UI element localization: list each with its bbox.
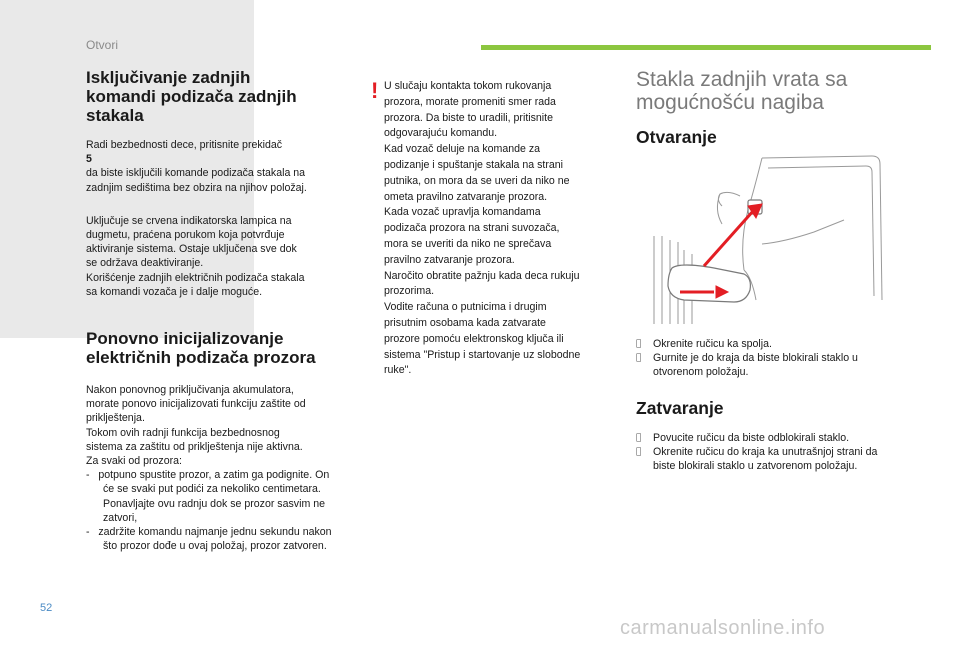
bullet-icon — [636, 351, 641, 365]
dash-item: - potpuno spustite prozor, a zatim ga podignite. On će se svaki put podići za nekoliko centimetara. Ponavljajte ovu radnju dok se prozor sasvim ne zatvori, — [86, 469, 330, 524]
section-title-reinitialize: Ponovno inicijalizovanje električnih podizača prozora — [86, 329, 316, 368]
subsection-title-opening: Otvaranje — [636, 127, 717, 147]
bullet-icon — [636, 431, 641, 445]
list-item: Okrenite ručicu ka spolja. — [636, 337, 900, 351]
opening-steps-list — [636, 337, 900, 380]
closing-steps-list — [636, 431, 900, 474]
paragraph-indicator: Uključuje se crvena indikatorska lampica na dugmetu, praćena porukom koja potvrđuje aktiviranje sistema. Ostaje uključena sve dok se održava deaktiviranje. Korišćenje zadnjih električnih podizača stakala sa komandi vozača je i dalje moguće. — [86, 214, 305, 298]
header-accent-bar — [481, 45, 931, 50]
section-header: Otvori — [86, 38, 119, 52]
page-number: 52 — [40, 602, 53, 614]
bullet-icon — [636, 445, 641, 459]
list-item: Gurnite je do kraja da biste blokirali staklo u otvorenom položaju. — [636, 351, 900, 379]
dash-item: - zadržite komandu najmanje jednu sekundu nakon što prozor dođe u ovaj položaj, prozor zatvoren. — [86, 526, 332, 553]
warning-text: U slučaju kontakta tokom rukovanja prozora, morate promeniti smer rada prozora. Da biste to uradili, pritisnite odgovarajuću komandu. Kad vozač deluje na komande za podizanje i spuštanje stakala na strani putnika, on mora da se uveri da niko ne ometa pravilno zatvaranje prozora. Kada vozač upravlja komandama podizača prozora na strani suvozača, mora se uveriti da niko ne sprečava pravilno zatvaranje prozora. Naročito obratite pažnju kada deca rukuju prozorima. Vodite računa o putnicima i drugim prisutnim osobama kada zatvarate prozore pomoću elektronskog ključa ili sistema "Pristup i startovanje uz slobodne ruke". — [384, 80, 581, 377]
subsection-title-closing: Zatvaranje — [636, 397, 724, 418]
column-left — [86, 68, 342, 553]
window-latch-illustration — [644, 150, 896, 324]
list-item: Okrenite ručicu do kraja ka unutrašnjoj strani da biste blokirali staklo u zatvorenom položaju. — [636, 445, 900, 473]
bullet-icon — [636, 337, 641, 351]
warning-icon: ! — [371, 78, 379, 103]
paragraph-reinitialize: Nakon ponovnog priključivanja akumulatora, morate ponovo inicijalizovati funkciju zaštite od priklještenja. Tokom ovih radnji funkcija bezbednosnog sistema za zaštitu od priklještenja nije aktivna. Za svaki od prozora: — [86, 384, 306, 468]
paragraph-disable: Radi bezbednosti dece, pritisnite prekidač 5 da biste isključili komande podizača stakala na zadnjim sedištima bez obzira na njihov položaj. — [86, 139, 307, 194]
section-title-disable-rear-controls: Isključivanje zadnjih komandi podizača zadnjih stakala — [86, 68, 297, 125]
section-title-tilting-windows: Stakla zadnjih vrata sa mogućnošću nagiba — [636, 68, 848, 114]
dash-list — [86, 468, 342, 553]
list-item: Povucite ručicu da biste odblokirali staklo. — [636, 431, 900, 445]
watermark: carmanualsonline.info — [620, 617, 826, 639]
